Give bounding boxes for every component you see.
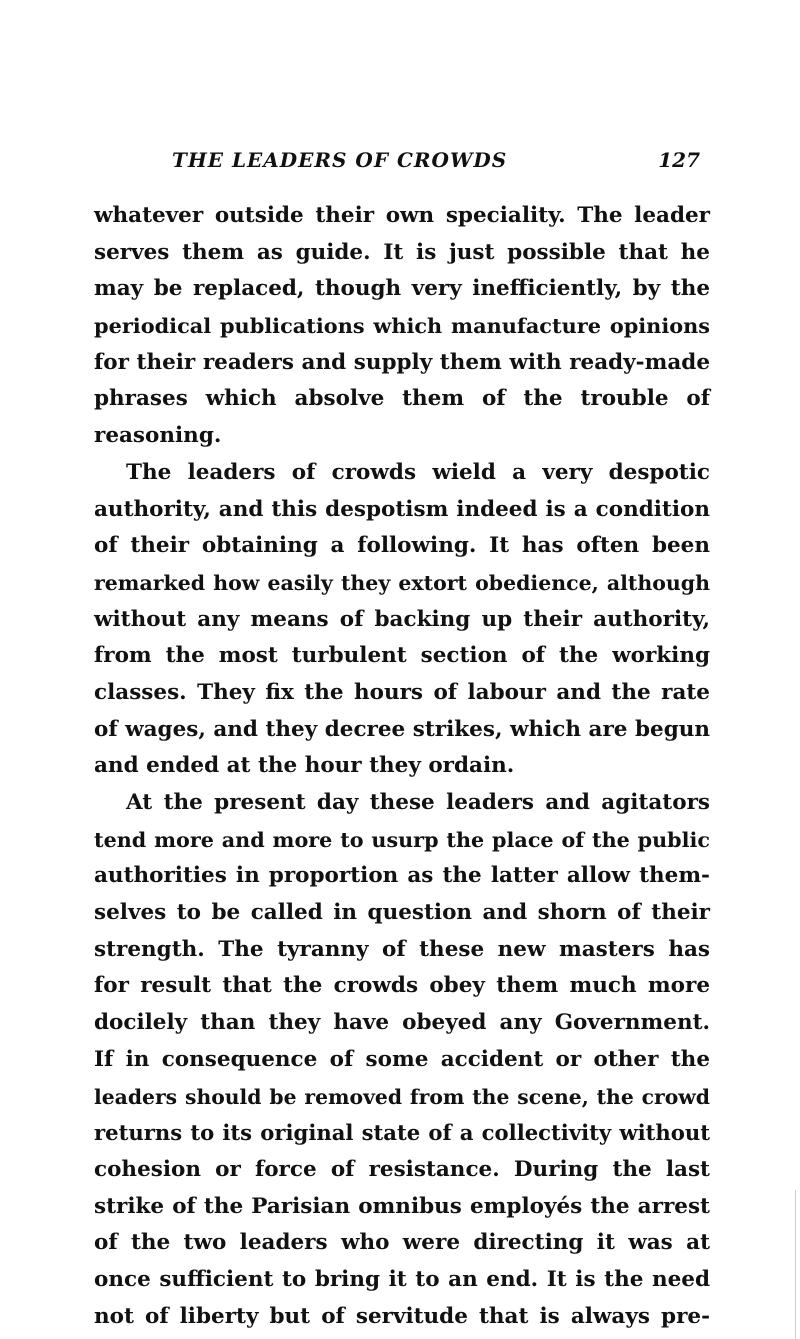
body-text [94,198,710,1335]
text-line: for their readers and supply them with ready-made [94,349,710,375]
running-head-title: THE LEADERS OF CROWDS [172,148,508,172]
text-line: selves to be called in question and shorn of their [94,900,710,926]
text-line: and ended at the hour they ordain. [94,753,515,779]
running-head [172,148,700,178]
page-edge-line [795,1190,796,1339]
text-line: not of liberty but of servitude that is always pre- [94,1303,710,1329]
text-line: of wages, and they decree strikes, which are begun [94,716,710,742]
text-line: tend more and more to usurp the place of the public [94,827,710,852]
text-line: once sufficient to bring it to an end. It is the need [94,1266,710,1292]
text-line: whatever outside their own speciality. The leader [94,203,710,228]
text-line: may be replaced, though very inefficiently, by the [94,276,710,302]
text-line: of their obtaining a following. It has often been [94,533,710,559]
paragraph-start-line: At the present day these leaders and agitators [126,790,710,815]
text-line: docilely than they have obeyed any Government. [94,1010,710,1036]
text-line: periodical publications which manufacture opinions [94,313,710,339]
text-line: returns to its original state of a collectivity without [94,1120,710,1146]
text-line: If in consequence of some accident or other the [94,1046,710,1072]
text-line: from the most turbulent section of the working [94,643,710,669]
text-line: serves them as guide. It is just possible that he [94,239,710,265]
page-number: 127 [658,148,700,172]
paragraph-start-line: The leaders of crowds wield a very despotic [126,459,710,485]
text-line: reasoning. [94,423,222,449]
text-line: leaders should be removed from the scene, the crowd [94,1084,710,1109]
text-line: authority, and this despotism indeed is a condition [94,496,710,522]
text-line: for result that the crowds obey them much more [94,973,710,999]
text-line: without any means of backing up their authority, [94,606,710,632]
text-line: classes. They fix the hours of labour and the rate [94,679,710,705]
text-line: remarked how easily they extort obedience, although [94,570,710,595]
text-line: cohesion or force of resistance. During the last [94,1156,710,1182]
text-line: authorities in proportion as the latter allow them- [94,863,710,889]
text-line: strike of the Parisian omnibus employés the arrest [94,1193,710,1219]
text-line: of the two leaders who were directing it was at [94,1230,710,1256]
text-line: phrases which absolve them of the trouble of [94,386,710,412]
text-line: strength. The tyranny of these new masters has [94,936,710,962]
